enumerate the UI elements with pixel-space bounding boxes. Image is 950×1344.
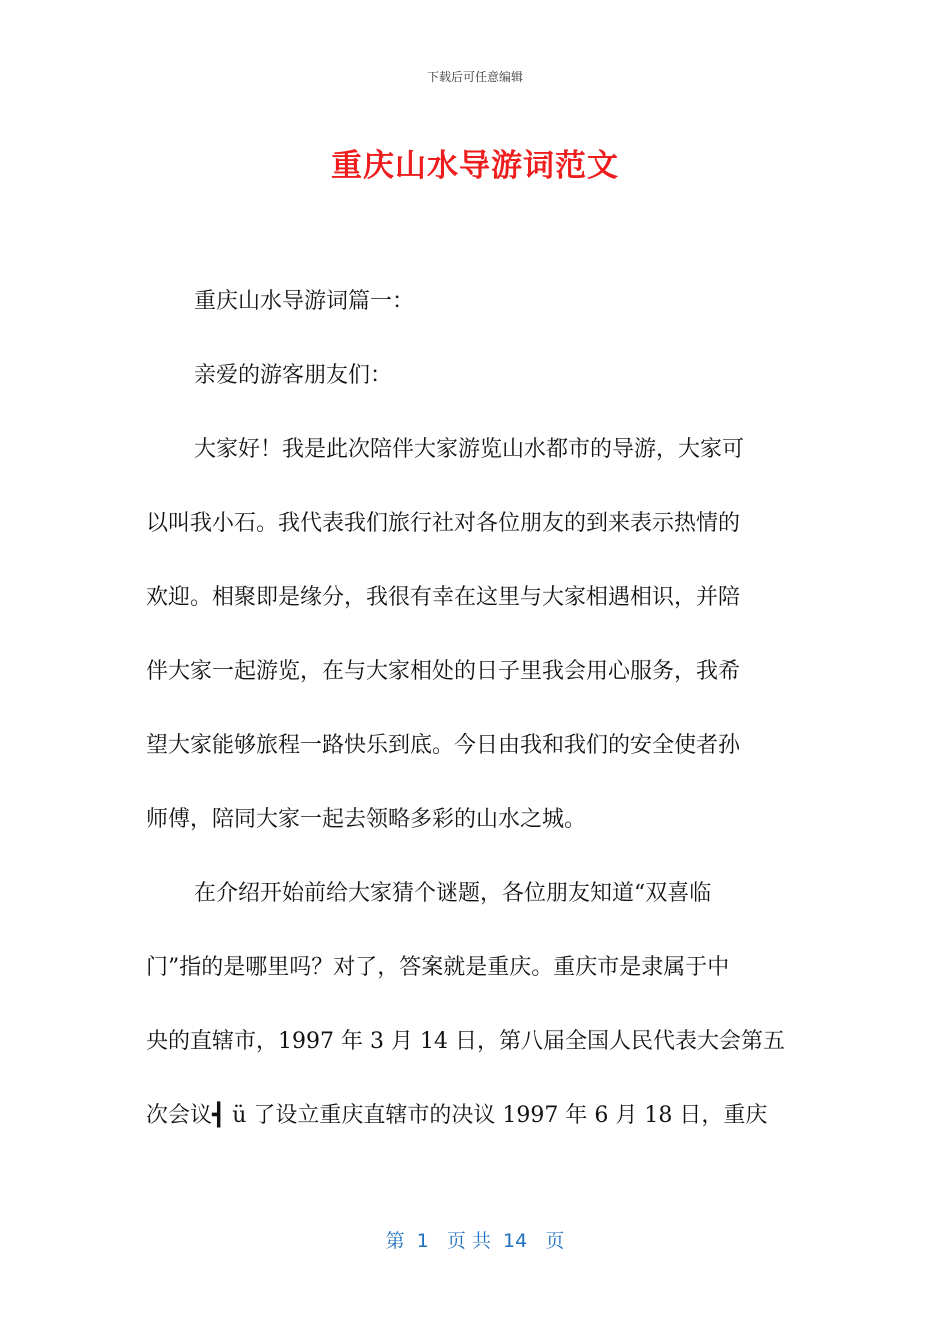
body-line: 在介绍开始前给大家猜个谜题，各位朋友知道“双喜临	[194, 881, 712, 906]
body-line: 师傅，陪同大家一起去领略多彩的山水之城。	[146, 807, 587, 832]
document-title: 重庆山水导游词范文	[331, 148, 619, 184]
body-line: 伴大家一起游览，在与大家相处的日子里我会用心服务，我希	[146, 659, 741, 684]
body-line: 央的直辖市，1997 年 3 月 14 日，第八届全国人民代表大会第五	[146, 1029, 785, 1054]
header-note: 下载后可任意编辑	[426, 70, 523, 84]
body-line: 欢迎。相聚即是缘分，我很有幸在这里与大家相遇相识，并陪	[146, 585, 741, 610]
document-body	[146, 280, 806, 1168]
body-line: 亲爱的游客朋友们：	[194, 363, 393, 388]
body-line: 门”指的是哪里吗？对了，答案就是重庆。重庆市是隶属于中	[146, 955, 730, 980]
page-number-footer: 第 1 页 共 14 页	[385, 1230, 565, 1252]
body-line: 次会议┫ ü 了设立重庆直辖市的决议 1997 年 6 月 18 日，重庆	[146, 1103, 768, 1128]
body-line: 大家好！我是此次陪伴大家游览山水都市的导游，大家可	[194, 437, 745, 462]
body-line: 以叫我小石。我代表我们旅行社对各位朋友的到来表示热情的	[146, 511, 741, 536]
body-line: 重庆山水导游词篇一：	[194, 289, 415, 314]
body-line: 望大家能够旅程一路快乐到底。今日由我和我们的安全使者孙	[146, 733, 741, 758]
